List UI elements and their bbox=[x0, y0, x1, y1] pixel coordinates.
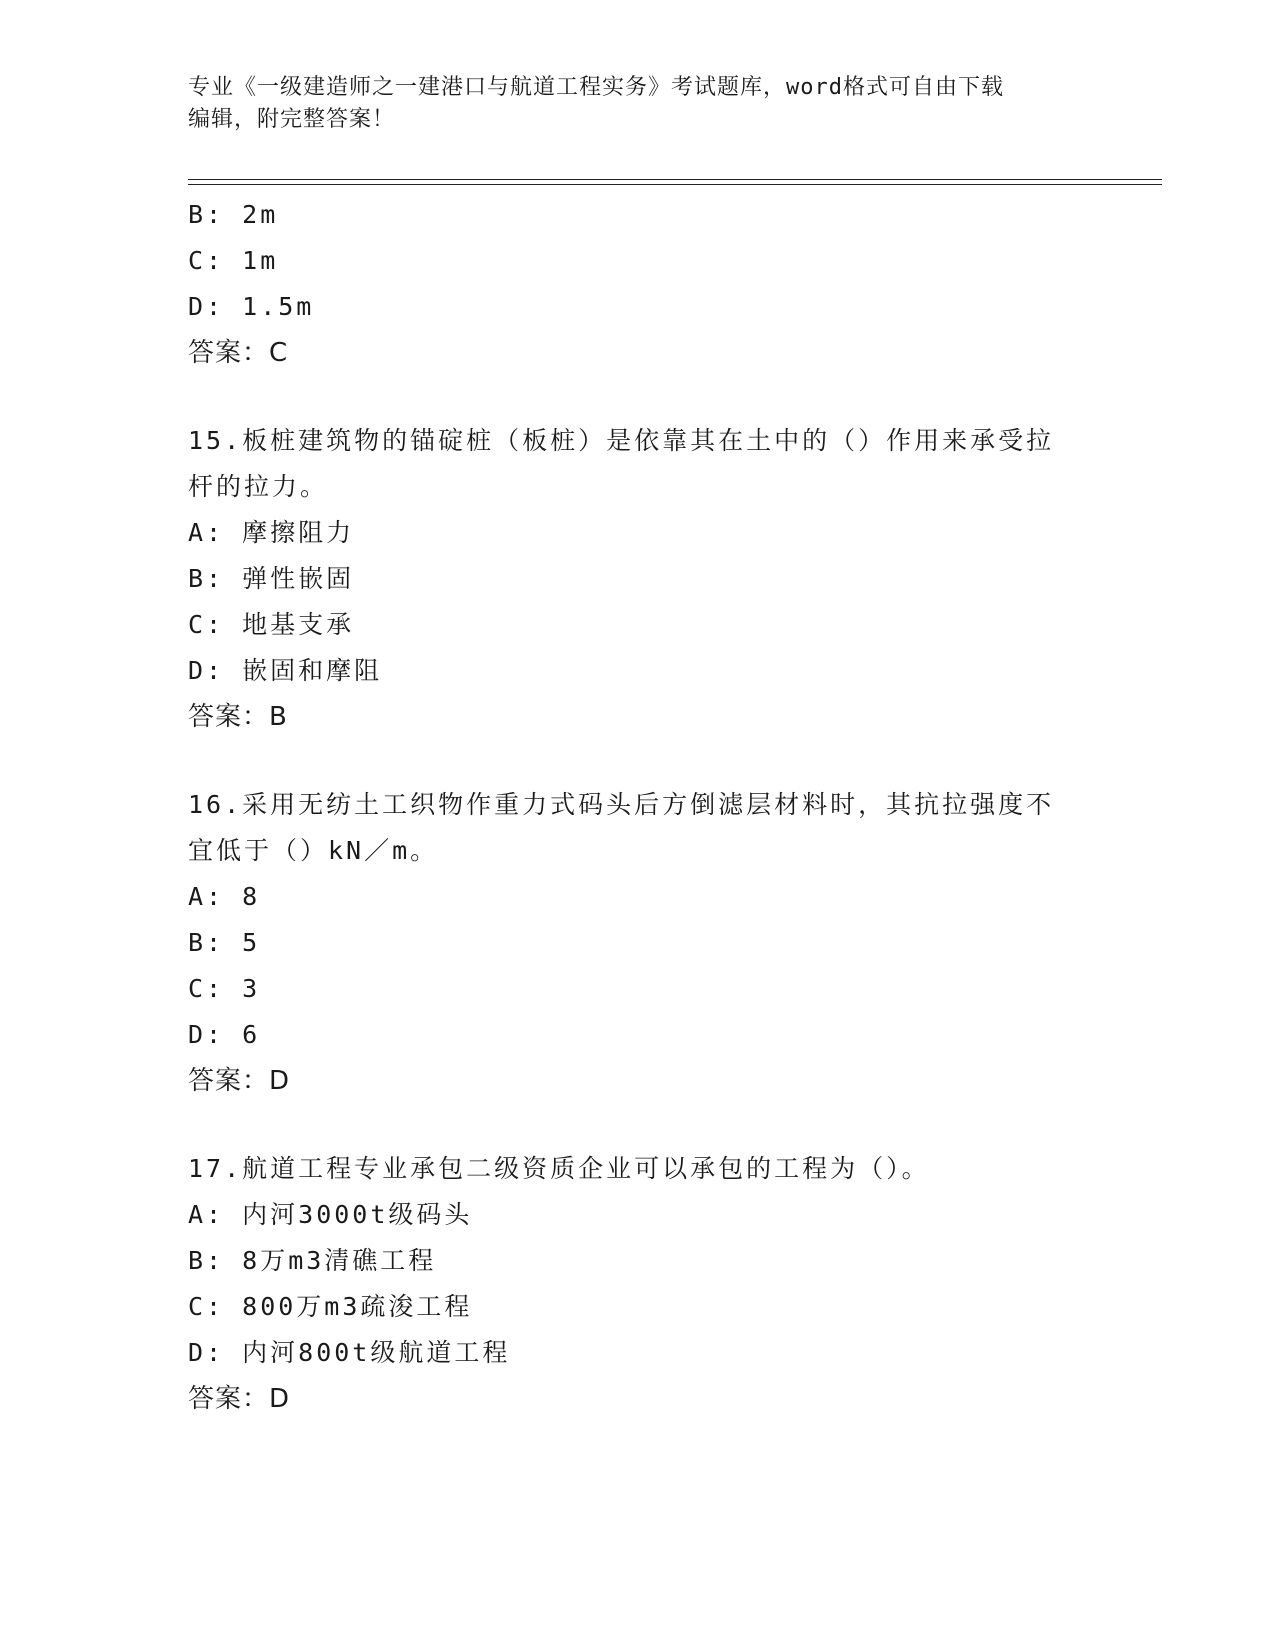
question-text-line-1: 16.采用无纺土工织物作重力式码头后方倒滤层材料时，其抗拉强度不 bbox=[188, 790, 1055, 819]
question-text-line-1: 15.板桩建筑物的锚碇桩（板桩）是依靠其在土中的（）作用来承受拉 bbox=[188, 426, 1055, 455]
question-text bbox=[188, 782, 1088, 874]
option-b: B: 8万m3清礁工程 bbox=[188, 1246, 437, 1275]
question-text bbox=[188, 418, 1088, 510]
question-text-line-2: 杆的拉力。 bbox=[188, 472, 329, 501]
option-b: B: 2m bbox=[188, 200, 279, 229]
question-15-block bbox=[188, 418, 1088, 740]
header-line-1: 专业《一级建造师之一建港口与航道工程实务》考试题库，word格式可自由下载 bbox=[188, 75, 1004, 100]
question-text-line-2: 宜低于（）kN／m。 bbox=[188, 836, 439, 865]
option-c: C: 地基支承 bbox=[188, 610, 355, 639]
question-text-line-1: 17.航道工程专业承包二级资质企业可以承包的工程为（）。 bbox=[188, 1154, 930, 1183]
option-c: C: 1m bbox=[188, 246, 279, 275]
prev-question-block bbox=[188, 192, 1088, 376]
answer-line: 答案：D bbox=[188, 1066, 291, 1096]
option-b: B: 弹性嵌固 bbox=[188, 564, 355, 593]
option-a: A: 8 bbox=[188, 882, 261, 911]
option-d: D: 内河800t级航道工程 bbox=[188, 1338, 511, 1367]
header-divider-bottom bbox=[188, 184, 1162, 185]
option-d: D: 1.5m bbox=[188, 292, 315, 321]
option-a: A: 内河3000t级码头 bbox=[188, 1200, 473, 1229]
option-c: C: 3 bbox=[188, 974, 261, 1003]
option-d: D: 嵌固和摩阻 bbox=[188, 656, 383, 685]
option-a: A: 摩擦阻力 bbox=[188, 518, 355, 547]
option-b: B: 5 bbox=[188, 928, 261, 957]
answer-line: 答案：D bbox=[188, 1384, 291, 1414]
header-line-2: 编辑，附完整答案！ bbox=[188, 107, 396, 132]
question-text bbox=[188, 1146, 1088, 1192]
question-17-block bbox=[188, 1146, 1088, 1422]
question-16-block bbox=[188, 782, 1088, 1104]
question-content bbox=[188, 192, 1088, 1422]
answer-line: 答案：C bbox=[188, 338, 289, 368]
option-c: C: 800万m3疏浚工程 bbox=[188, 1292, 473, 1321]
header-divider-top bbox=[188, 179, 1162, 180]
option-d: D: 6 bbox=[188, 1020, 261, 1049]
document-header bbox=[188, 72, 1088, 136]
answer-line: 答案：B bbox=[188, 702, 288, 732]
